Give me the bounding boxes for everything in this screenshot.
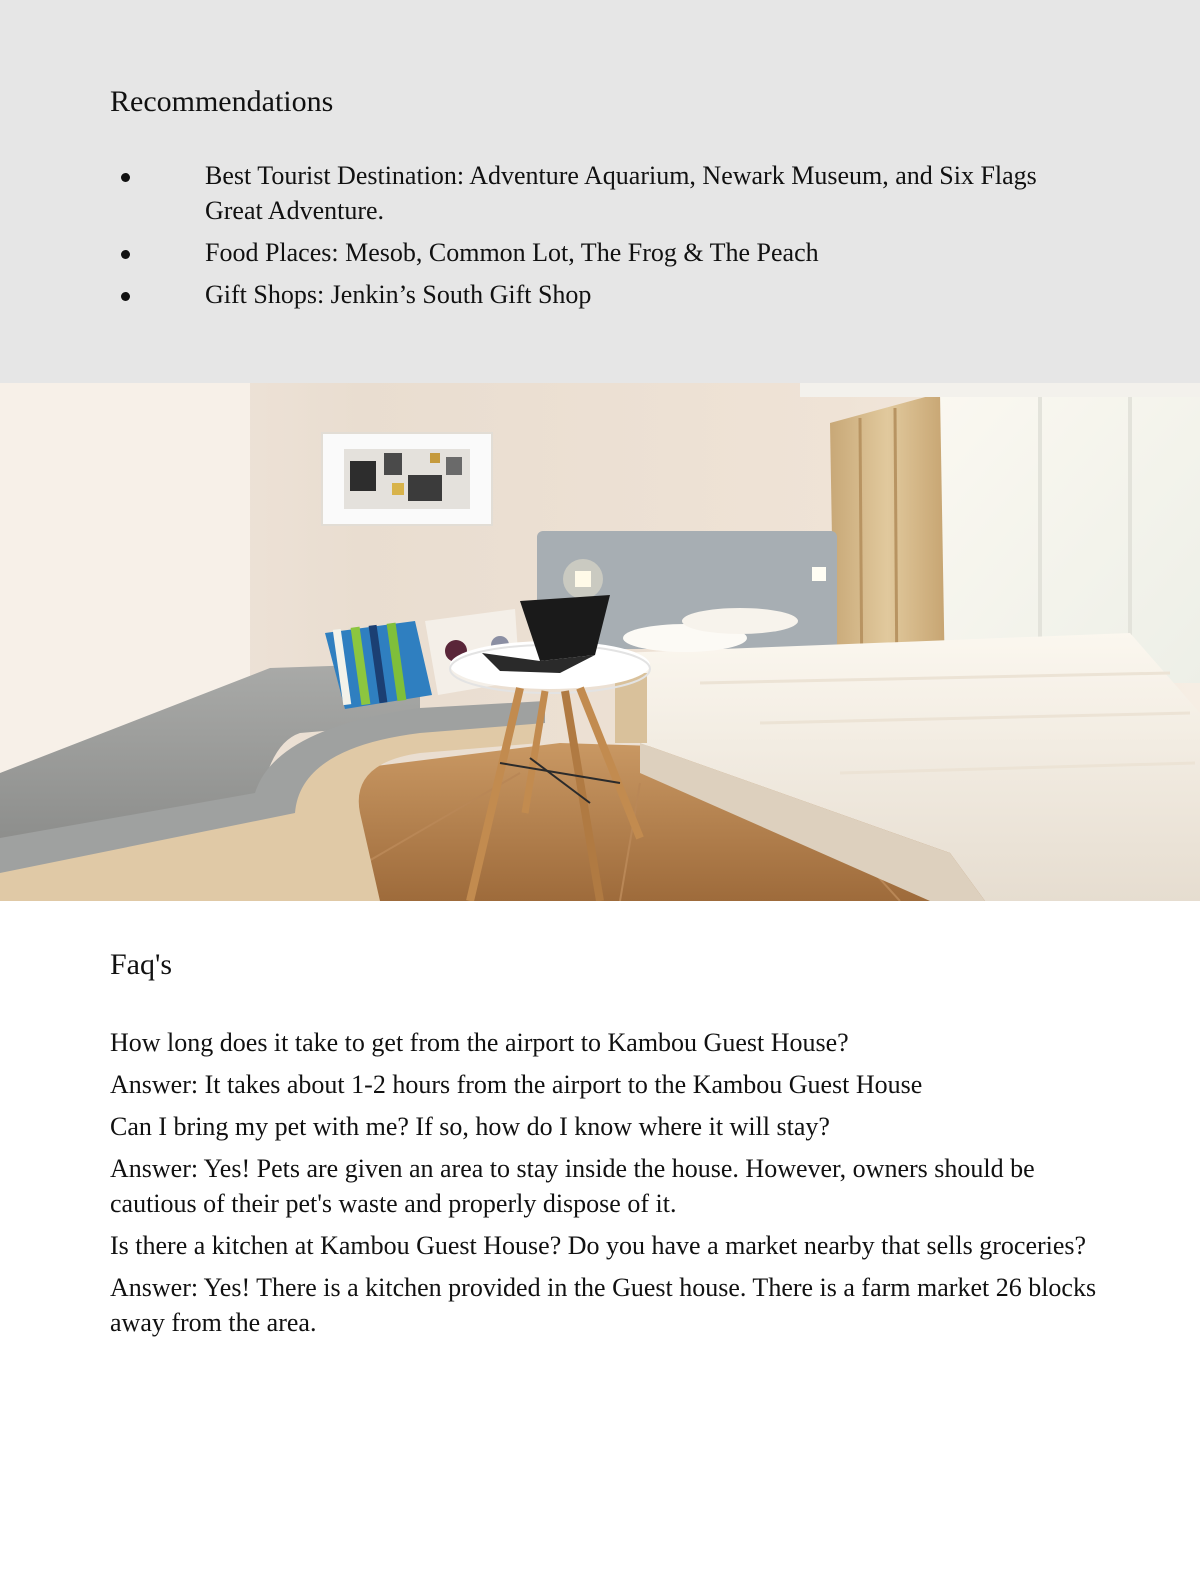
- faq-question: Is there a kitchen at Kambou Guest House? Do you have a market nearby that sells groceries?: [110, 1231, 1087, 1260]
- hotel-room-photo: [0, 383, 1200, 901]
- recommendations-section: [0, 0, 1200, 383]
- faq-title: Faq's: [110, 948, 173, 981]
- faq-question: How long does it take to get from the airport to Kambou Guest House?: [110, 1028, 849, 1057]
- faq-answer: Answer: Yes! There is a kitchen provided in the Guest house. There is a farm market 26 blocks away from the area.: [110, 1273, 1097, 1337]
- faq-answer: Answer: Yes! Pets are given an area to stay inside the house. However, owners should be cautious of their pet's waste and properly dispose of it.: [110, 1154, 1035, 1218]
- recommendation-item: Best Tourist Destination: Adventure Aquarium, Newark Museum, and Six Flags Great Adventure.: [110, 158, 1100, 228]
- recommendation-item: Food Places: Mesob, Common Lot, The Frog & The Peach: [110, 235, 1100, 270]
- faq-list: [110, 1025, 1100, 1347]
- recommendations-list: [110, 158, 1100, 319]
- faq-answer: Answer: It takes about 1-2 hours from the airport to the Kambou Guest House: [110, 1070, 923, 1099]
- recommendations-title: Recommendations: [110, 85, 334, 118]
- faq-question: Can I bring my pet with me? If so, how do I know where it will stay?: [110, 1112, 830, 1141]
- recommendation-item: Gift Shops: Jenkin’s South Gift Shop: [110, 277, 1100, 312]
